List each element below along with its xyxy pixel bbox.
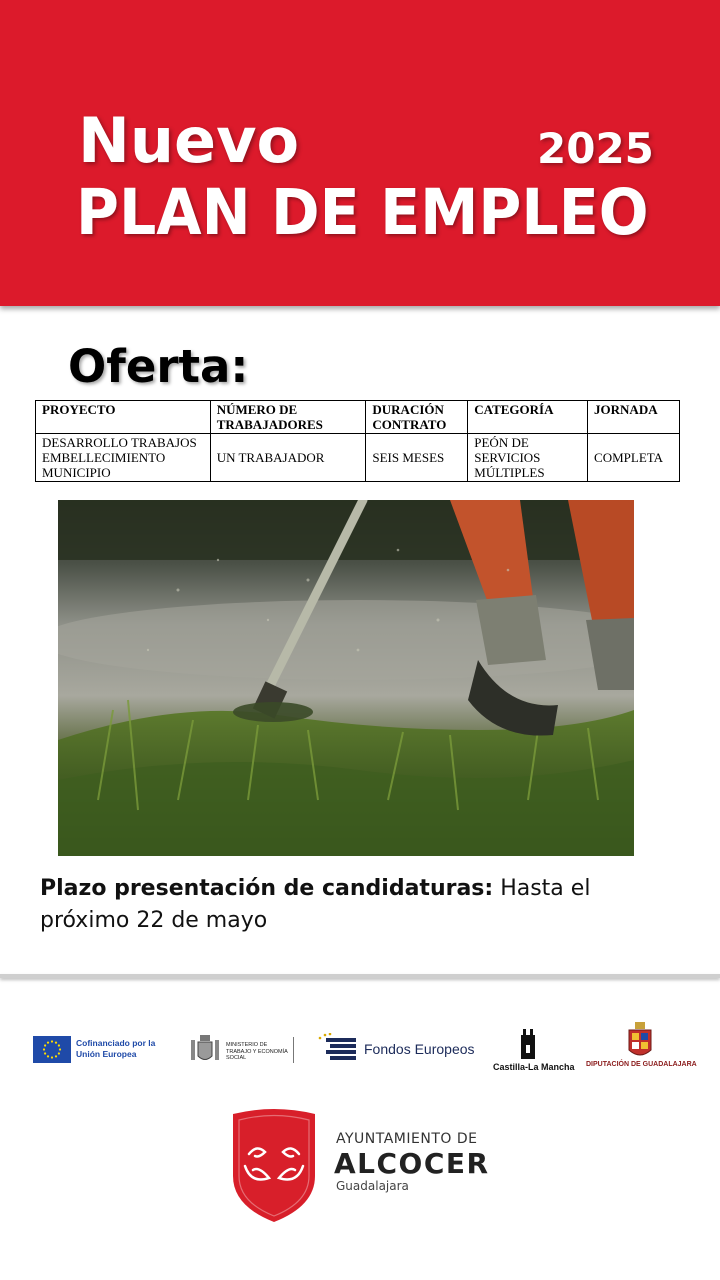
- castilla-la-mancha-text: Castilla-La Mancha: [493, 1062, 575, 1072]
- banner-year: 2025: [537, 124, 654, 173]
- logo-separator: [293, 1037, 294, 1063]
- ministry-logo-text: MINISTERIO DE TRABAJO Y ECONOMÍA SOCIAL: [226, 1042, 288, 1061]
- column-header: PROYECTO: [36, 401, 211, 434]
- header-banner: [0, 0, 720, 306]
- table-cell: PEÓN DE SERVICIOS MÚLTIPLES: [468, 434, 588, 482]
- banner-nuevo: Nuevo: [78, 104, 300, 177]
- divider: [0, 974, 720, 978]
- diputacion-text: DIPUTACIÓN DE GUADALAJARA: [586, 1061, 697, 1068]
- town-hall-label: AYUNTAMIENTO DE: [336, 1131, 478, 1147]
- column-header: JORNADA: [588, 401, 680, 434]
- diputacion-coat-of-arms-icon: [627, 1022, 653, 1065]
- table-header-row: [36, 401, 680, 434]
- table-cell: UN TRABAJADOR: [210, 434, 366, 482]
- column-header: CATEGORÍA: [468, 401, 588, 434]
- alcocer-shield-icon: [229, 1106, 319, 1229]
- column-header: NÚMERO DE TRABAJADORES: [210, 401, 366, 434]
- eu-flag-icon: [33, 1036, 71, 1063]
- deadline-label: Plazo presentación de candidaturas:: [40, 876, 494, 901]
- castilla-la-mancha-icon: [518, 1027, 538, 1066]
- banner-title: PLAN DE EMPLEO: [76, 176, 649, 249]
- spain-coat-of-arms-icon: [188, 1032, 222, 1071]
- table-row: [36, 434, 680, 482]
- deadline-value: Hasta el próximo 22 de mayo: [40, 876, 591, 933]
- town-province: Guadalajara: [336, 1179, 409, 1193]
- table-cell: SEIS MESES: [366, 434, 468, 482]
- table-cell: COMPLETA: [588, 434, 680, 482]
- fondos-europeos-text: Fondos Europeos: [364, 1041, 475, 1057]
- column-header: DURACIÓN CONTRATO: [366, 401, 468, 434]
- fondos-europeos-icon: [316, 1033, 360, 1068]
- town-name: ALCOCER: [334, 1147, 490, 1180]
- offer-table: [35, 400, 680, 482]
- grass-trimming-photo: [58, 500, 634, 856]
- table-cell: DESARROLLO TRABAJOS EMBELLECIMIENTO MUNICIPIO: [36, 434, 211, 482]
- eu-logo-text: Cofinanciado por la Unión Europea: [76, 1038, 156, 1059]
- deadline-text: [40, 873, 680, 937]
- offer-heading: Oferta:: [68, 340, 249, 393]
